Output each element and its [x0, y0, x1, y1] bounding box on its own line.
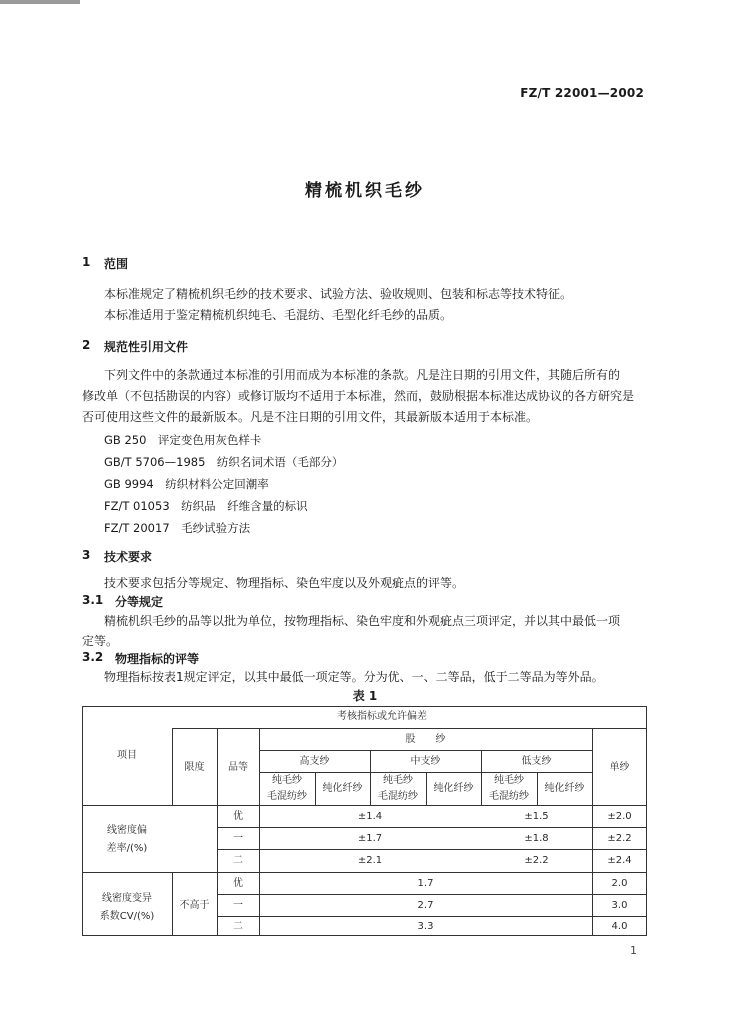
table-1	[82, 706, 647, 936]
header-mid-count: 中支纱	[410, 756, 441, 767]
header-wool-blend: 毛混纺纱	[378, 791, 418, 802]
section-2-title: 规范性引用文件	[104, 340, 189, 354]
header-plied-yarn: 股 纱	[405, 734, 446, 745]
section-3-para: 技术要求包括分等规定、物理指标、染色牢度以及外观疵点的评等。	[104, 576, 465, 590]
value-cell: ±1.5	[524, 811, 549, 822]
value-cell: 1.7	[417, 878, 434, 889]
reference-item: GB 9994 纺织材料公定回潮率	[104, 477, 269, 491]
row-item-label: 差率/(%)	[106, 843, 148, 854]
section-3-2-title: 物理指标的评等	[115, 652, 200, 666]
reference-item: GB/T 5706—1985 纺织名词术语（毛部分）	[104, 455, 344, 469]
section-3-2-para: 物理指标按表1规定评定，以其中最低一项定等。分为优、一、二等品，低于二等品为等外品。	[104, 670, 604, 684]
section-1-para-1: 本标准规定了精梳机织毛纱的技术要求、试验方法、验收规则、包装和标志等技术特征。	[104, 287, 573, 301]
header-item: 项目	[117, 750, 137, 761]
value-cell: ±2.2	[607, 833, 632, 844]
value-cell: 2.7	[417, 900, 434, 911]
grade-cell: 一	[233, 900, 243, 911]
section-3-2-number: 3.2	[82, 650, 104, 664]
section-1-title: 范围	[104, 257, 129, 271]
value-cell: 2.0	[611, 878, 628, 889]
value-cell: 3.0	[611, 900, 628, 911]
header-chemical-fiber: 纯化纤纱	[433, 783, 474, 794]
table-caption: 表 1	[352, 689, 378, 703]
page-number: 1	[630, 944, 637, 957]
header-wool: 纯毛纱	[272, 775, 302, 786]
section-3-1-para-line-1: 精梳机织毛纱的品等以批为单位，按物理指标、染色牢度和外观疵点三项评定，并以其中最低一项	[104, 614, 621, 628]
row-item-label: 线密度偏	[107, 825, 147, 836]
header-wool-blend: 毛混纺纱	[267, 791, 307, 802]
reference-item: FZ/T 20017 毛纱试验方法	[104, 521, 251, 535]
section-3-number: 3	[82, 548, 91, 562]
value-cell: 4.0	[611, 921, 628, 932]
header-wool: 纯毛纱	[494, 775, 524, 786]
section-1-para-2: 本标准适用于鉴定精梳机织纯毛、毛混纺、毛型化纤毛纱的品质。	[104, 308, 453, 322]
value-cell: ±1.4	[357, 811, 383, 822]
section-1-number: 1	[82, 255, 91, 269]
section-3-1-title: 分等规定	[115, 595, 164, 609]
header-wool-blend: 毛混纺纱	[489, 791, 529, 802]
row-item-label: 线密度变异	[102, 893, 152, 904]
value-cell: ±2.1	[357, 855, 383, 866]
section-2-para-line-1: 下列文件中的条款通过本标准的引用而成为本标准的条款。凡是注日期的引用文件，其随后所有的	[104, 368, 621, 382]
grade-cell: 优	[233, 878, 243, 889]
header-grade: 品等	[228, 762, 248, 773]
section-2-para-line-3: 否可使用这些文件的最新版本。凡是不注日期的引用文件，其最新版本适用于本标准。	[82, 410, 539, 424]
section-3-1-para-line-2: 定等。	[82, 634, 119, 648]
reference-item: FZ/T 01053 纺织品 纤维含量的标识	[104, 499, 308, 513]
section-2-number: 2	[82, 338, 91, 352]
grade-cell: 二	[233, 855, 243, 866]
header-group: 考核指标或允许偏差	[337, 711, 427, 722]
row-item-label: 系数CV/(%)	[99, 911, 155, 922]
section-3-1-number: 3.1	[82, 593, 104, 607]
reference-item: GB 250 评定变色用灰色样卡	[104, 433, 262, 447]
header-limit: 限度	[184, 762, 205, 773]
value-cell: ±1.8	[524, 833, 549, 844]
grade-cell: 优	[233, 811, 243, 822]
header-single-yarn: 单纱	[609, 762, 630, 773]
value-cell: 3.3	[417, 921, 434, 932]
value-cell: ±2.4	[607, 855, 632, 866]
document-title: 精梳机织毛纱	[305, 181, 425, 201]
grade-cell: 二	[233, 921, 243, 932]
section-3-title: 技术要求	[104, 550, 153, 564]
value-cell: ±2.0	[607, 811, 632, 822]
header-chemical-fiber: 纯化纤纱	[322, 783, 363, 794]
scan-edge-mark	[0, 0, 80, 4]
header-chemical-fiber: 纯化纤纱	[544, 783, 585, 794]
grade-cell: 一	[233, 833, 243, 844]
limit-cell: 不高于	[179, 900, 210, 911]
header-low-count: 低支纱	[521, 756, 552, 767]
value-cell: ±1.7	[357, 833, 383, 844]
header-high-count: 高支纱	[299, 756, 330, 767]
header-wool: 纯毛纱	[383, 775, 413, 786]
document-number: FZ/T 22001—2002	[520, 86, 644, 100]
value-cell: ±2.2	[524, 855, 549, 866]
section-2-para-line-2: 修改单（不包括勘误的内容）或修订版均不适用于本标准，然而，鼓励根据本标准达成协议的各方研究是	[82, 389, 635, 403]
